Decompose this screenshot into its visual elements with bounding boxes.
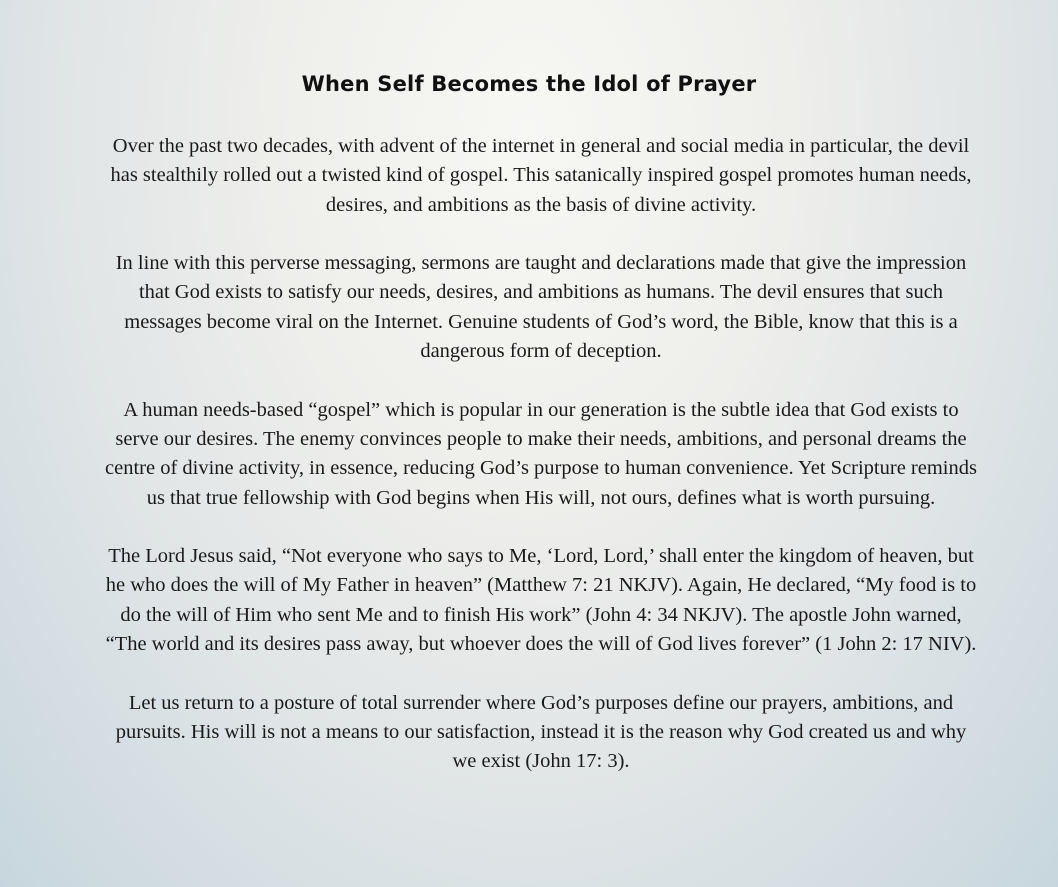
paragraph-4: The Lord Jesus said, “Not everyone who says to Me, ‘Lord, Lord,’ shall enter the kingdom of heaven, but he who does the will of My Father in heaven” (Matthew 7: 21 NKJV). Again, He declared, “My food is to do the will of Him who sent Me and to finish His work” (John 4: 34 NKJV). The apostle John warned, “The world and its desires pass away, but whoever does the will of God lives forever” (1 John 2: 17 NIV). [105,545,977,656]
document-title: When Self Becomes the Idol of Prayer [301,72,757,96]
document-body [105,132,977,806]
paragraph-3: A human needs-based “gospel” which is popular in our generation is the subtle idea that God exists to serve our desires. The enemy convinces people to make their needs, ambitions, and personal dreams the centre of divine activity, in essence, reducing God’s purpose to human convenience. Yet Scripture reminds us that true fellowship with God begins when His will, not ours, defines what is worth pursuing. [105,398,977,509]
paragraph-1: Over the past two decades, with advent of the internet in general and social media in particular, the devil has stealthily rolled out a twisted kind of gospel. This satanically inspired gospel promotes human needs, desires, and ambitions as the basis of divine activity. [110,135,972,216]
paragraph-2: In line with this perverse messaging, sermons are taught and declarations made that give the impression that God exists to satisfy our needs, desires, and ambitions as humans. The devil ensures that such messages become viral on the Internet. Genuine students of God’s word, the Bible, know that this is a dangerous form of deception. [115,252,967,363]
paragraph-5: Let us return to a posture of total surrender where God’s purposes define our prayers, ambitions, and pursuits. His will is not a means to our satisfaction, instead it is the reason why God created us and why we exist (John 17: 3). [115,691,967,773]
